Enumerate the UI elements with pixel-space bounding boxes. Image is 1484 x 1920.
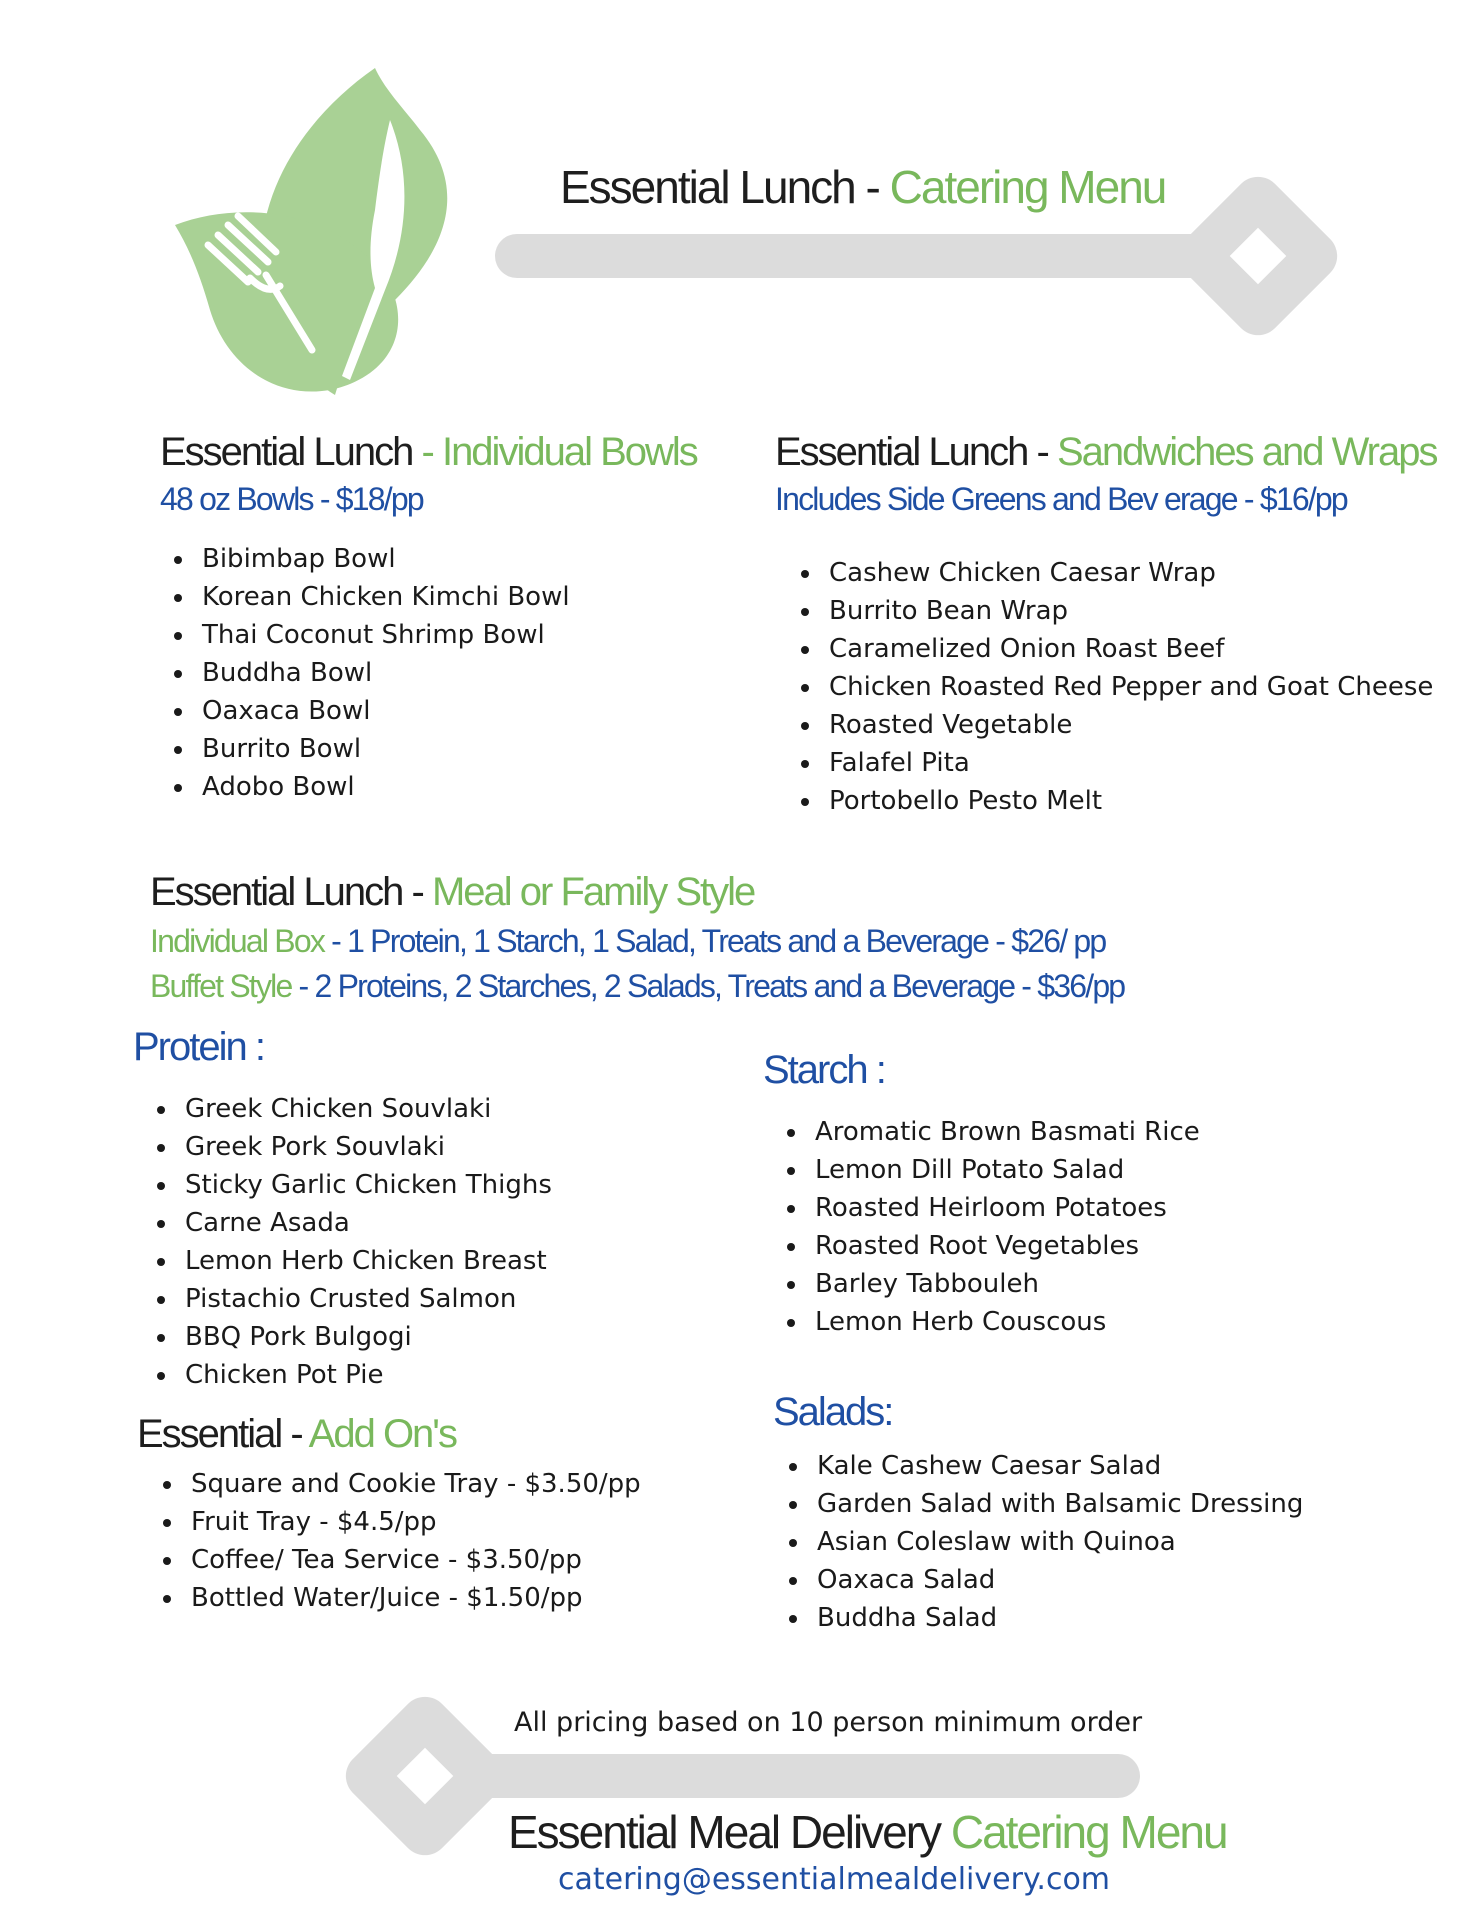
addons-list <box>137 1465 641 1617</box>
sandwiches-heading-dark: Essential Lunch - <box>775 430 1057 474</box>
menu-list-item: • Coffee/ Tea Service - $3.50/pp <box>185 1541 641 1579</box>
sandwiches-heading <box>775 430 1436 475</box>
menu-list-item: • Roasted Heirloom Potatoes <box>809 1189 1200 1227</box>
addons-heading-green: Add On's <box>308 1412 456 1456</box>
sandwiches-subtitle: Includes Side Greens and Bev erage - $16/pp <box>775 481 1347 517</box>
salads-heading: Salads: <box>773 1390 893 1434</box>
menu-list-item: • Portobello Pesto Melt <box>823 782 1436 820</box>
menu-list-item: • Burrito Bowl <box>196 730 697 768</box>
menu-list-item: • Lemon Herb Couscous <box>809 1303 1200 1341</box>
bowls-heading-green: - Individual Bowls <box>421 430 697 474</box>
addons-section <box>137 1412 641 1617</box>
menu-list-item: • Oaxaca Bowl <box>196 692 697 730</box>
addons-heading-dark: Essential - <box>137 1412 309 1456</box>
menu-list-item: • Greek Pork Souvlaki <box>179 1128 552 1166</box>
menu-list-item: • Roasted Root Vegetables <box>809 1227 1200 1265</box>
protein-heading: Protein : <box>133 1025 264 1069</box>
menu-list-item: • Buddha Bowl <box>196 654 697 692</box>
menu-list-item: • Chicken Pot Pie <box>179 1356 552 1394</box>
footer-brand <box>508 1805 1227 1859</box>
salads-list <box>773 1447 1303 1637</box>
footer-brand-dark: Essential Meal Delivery <box>508 1806 951 1858</box>
family-heading-green: Meal or Family Style <box>431 870 755 914</box>
individual-box-label: Individual Box <box>150 923 325 959</box>
individual-box-details: - 1 Protein, 1 Starch, 1 Salad, Treats and a Beverage - $26/ pp <box>324 923 1106 959</box>
protein-section <box>133 1025 552 1394</box>
menu-list-item: • Carne Asada <box>179 1204 552 1242</box>
menu-list-item: • Korean Chicken Kimchi Bowl <box>196 578 697 616</box>
salads-section <box>773 1390 1303 1637</box>
bowls-list <box>160 540 697 806</box>
menu-list-item: • Square and Cookie Tray - $3.50/pp <box>185 1465 641 1503</box>
addons-heading <box>137 1412 641 1457</box>
menu-list-item: • Asian Coleslaw with Quinoa <box>811 1523 1303 1561</box>
sandwiches-list <box>775 554 1436 820</box>
contact-email-link[interactable]: catering@essentialmealdelivery.com <box>558 1862 1111 1897</box>
menu-list-item: • Roasted Vegetable <box>823 706 1436 744</box>
footer-brand-green: Catering Menu <box>950 1806 1227 1858</box>
menu-list-item: • Lemon Dill Potato Salad <box>809 1151 1200 1189</box>
menu-list-item: • Garden Salad with Balsamic Dressing <box>811 1485 1303 1523</box>
menu-list-item: • Sticky Garlic Chicken Thighs <box>179 1166 552 1204</box>
menu-list-item: • Thai Coconut Shrimp Bowl <box>196 616 697 654</box>
title-dark: Essential Lunch - <box>560 161 890 213</box>
minimum-order-note: All pricing based on 10 person minimum order <box>514 1707 1143 1738</box>
menu-list-item: • Bibimbap Bowl <box>196 540 697 578</box>
starch-list <box>763 1113 1200 1341</box>
title-green: Catering Menu <box>889 161 1166 213</box>
family-line-buffet <box>150 968 1124 1005</box>
menu-list-item: • Caramelized Onion Roast Beef <box>823 630 1436 668</box>
leaf-logo-icon <box>170 60 480 400</box>
sandwiches-heading-green: Sandwiches and Wraps <box>1056 430 1437 474</box>
menu-list-item: • Fruit Tray - $4.5/pp <box>185 1503 641 1541</box>
menu-list-item: • Adobo Bowl <box>196 768 697 806</box>
family-line-individual <box>150 923 1124 960</box>
family-heading <box>150 870 1124 915</box>
bowls-heading <box>160 430 697 475</box>
family-heading-dark: Essential Lunch - <box>150 870 432 914</box>
protein-list <box>133 1090 552 1394</box>
menu-list-item: • Bottled Water/Juice - $1.50/pp <box>185 1579 641 1617</box>
page-title <box>560 160 1165 214</box>
bowls-subtitle: 48 oz Bowls - $18/pp <box>160 481 423 517</box>
menu-list-item: • Falafel Pita <box>823 744 1436 782</box>
menu-list-item: • Lemon Herb Chicken Breast <box>179 1242 552 1280</box>
menu-list-item: • Aromatic Brown Basmati Rice <box>809 1113 1200 1151</box>
starch-heading: Starch : <box>763 1048 885 1092</box>
menu-list-item: • Chicken Roasted Red Pepper and Goat Cheese <box>823 668 1436 706</box>
menu-list-item: • Kale Cashew Caesar Salad <box>811 1447 1303 1485</box>
menu-list-item: • Oaxaca Salad <box>811 1561 1303 1599</box>
menu-list-item: • BBQ Pork Bulgogi <box>179 1318 552 1356</box>
buffet-style-label: Buffet Style <box>150 968 292 1004</box>
bowls-heading-dark: Essential Lunch <box>160 430 422 474</box>
sandwiches-section <box>775 430 1436 820</box>
menu-list-item: • Pistachio Crusted Salmon <box>179 1280 552 1318</box>
bowls-section <box>160 430 697 806</box>
buffet-style-details: - 2 Proteins, 2 Starches, 2 Salads, Treats and a Beverage - $36/pp <box>291 968 1125 1004</box>
menu-list-item: • Barley Tabbouleh <box>809 1265 1200 1303</box>
menu-list-item: • Burrito Bean Wrap <box>823 592 1436 630</box>
family-section <box>150 870 1124 1005</box>
menu-list-item: • Buddha Salad <box>811 1599 1303 1637</box>
menu-list-item: • Greek Chicken Souvlaki <box>179 1090 552 1128</box>
menu-list-item: • Cashew Chicken Caesar Wrap <box>823 554 1436 592</box>
starch-section <box>763 1048 1200 1341</box>
